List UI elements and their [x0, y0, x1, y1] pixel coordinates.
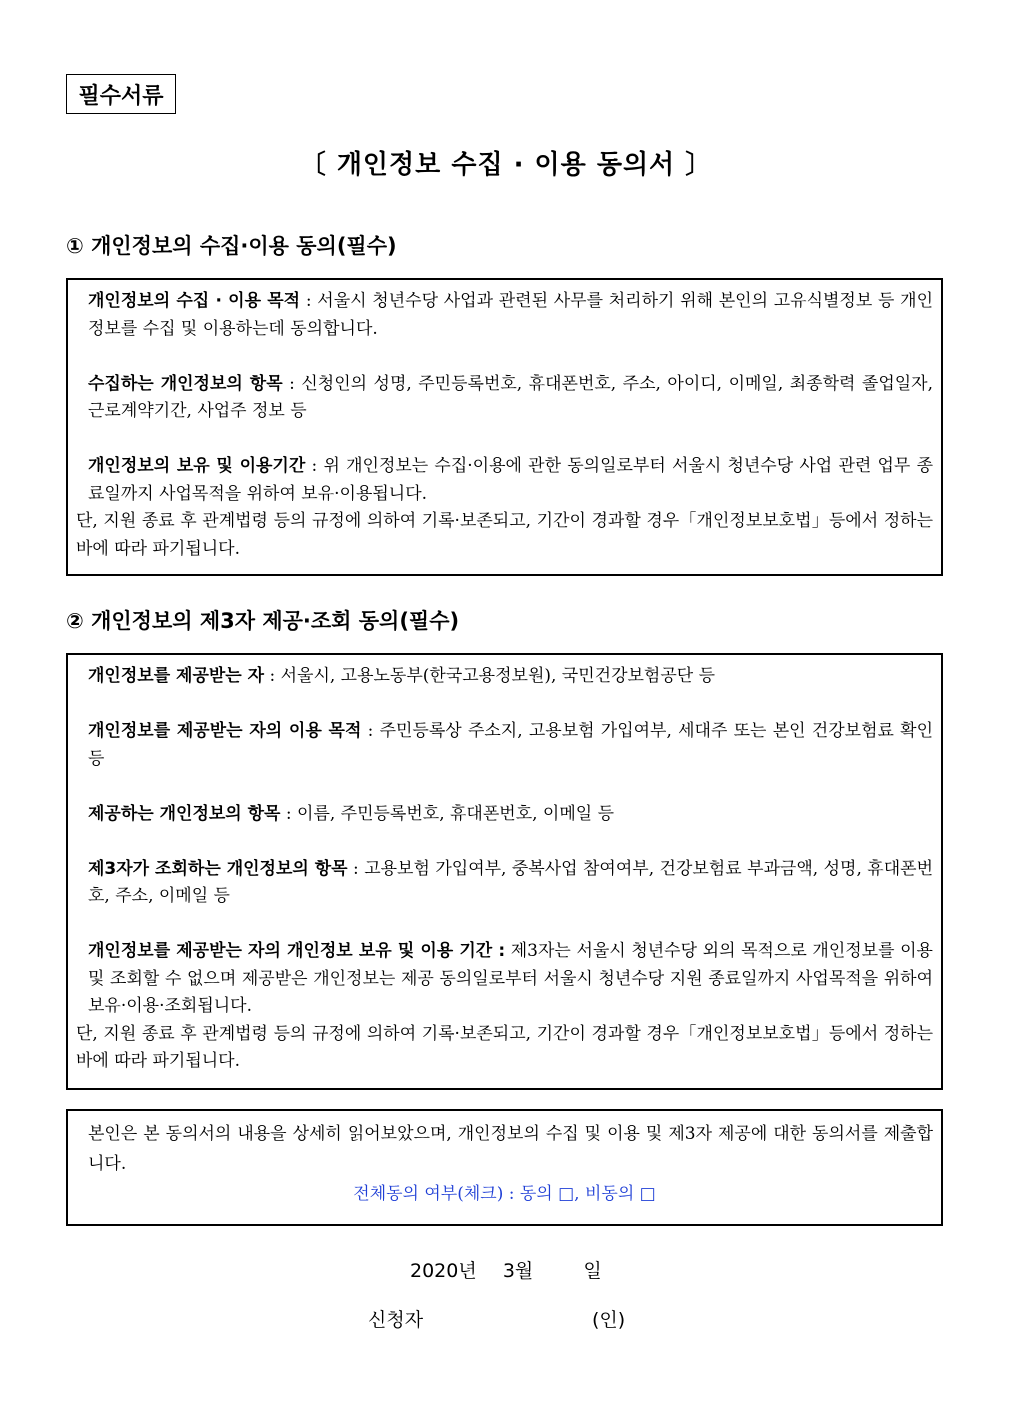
item-text: : 서울시 청년수당 사업과 관련된 사무를 처리하기 위해 본인의 고유식별정보 등 개인정보를 수집 및 이용하는데 동의합니다.	[88, 291, 934, 339]
section2-item-provided-fields	[76, 801, 933, 829]
item-label: 개인정보를 제공받는 자의 이용 목적	[88, 721, 362, 741]
section1-box	[66, 278, 943, 576]
section2-item-purpose	[76, 718, 933, 773]
item-text: : 주민등록상 주소지, 고용보험 가입여부, 세대주 또는 본인 건강보험료 확인 등	[88, 721, 934, 769]
item-text: : 위 개인정보는 수집·이용에 관한 동의일로부터 서울시 청년수당 사업 관련 업무 종료일까지 사업목적을 위하여 보유·이용됩니다.	[88, 456, 933, 504]
section2-box	[66, 653, 943, 1090]
section1-heading: ① 개인정보의 수집·이용 동의(필수)	[66, 234, 397, 258]
section2-item-queried-fields	[76, 856, 933, 911]
section1-item-purpose	[76, 288, 933, 343]
section1-item-fields	[76, 371, 933, 426]
item-label: 개인정보를 제공받는 자	[88, 666, 265, 686]
item-label: 개인정보의 보유 및 이용기간	[88, 456, 306, 476]
applicant-seal[interactable]: (인)	[592, 1309, 626, 1331]
consent-checkline[interactable]: 전체동의 여부(체크) : 동의 □, 비동의 □	[353, 1184, 656, 1204]
date-month: 3월	[502, 1260, 534, 1282]
date-year: 2020년	[410, 1260, 477, 1282]
section2-item-retention	[76, 938, 933, 1021]
required-document-tag: 필수서류	[66, 74, 176, 114]
section1-item-retention	[76, 453, 933, 508]
item-label: 개인정보의 수집 · 이용 목적	[88, 291, 301, 311]
date-day[interactable]: 일	[583, 1260, 602, 1282]
applicant-label: 신청자	[368, 1309, 424, 1331]
page-title: 〔 개인정보 수집 · 이용 동의서 〕	[299, 150, 713, 180]
consent-statement: 본인은 본 동의서의 내용을 상세히 읽어보았으며, 개인정보의 수집 및 이용 및 제3자 제공에 대한 동의서를 제출합니다.	[88, 1124, 933, 1174]
consent-box	[66, 1109, 943, 1226]
section2-item-recipient	[76, 663, 933, 691]
section1-note: 단, 지원 종료 후 관계법령 등의 규정에 의하여 기록·보존되고, 기간이 경과할 경우「개인정보보호법」등에서 정하는 바에 따라 파기됩니다.	[76, 511, 933, 559]
item-text: : 신청인의 성명, 주민등록번호, 휴대폰번호, 주소, 아이디, 이메일, 최종학력 졸업일자, 근로계약기간, 사업주 정보 등	[88, 373, 933, 421]
date-line	[410, 1256, 602, 1283]
item-text: : 이름, 주민등록번호, 휴대폰번호, 이메일 등	[280, 803, 615, 824]
item-label: 제3자가 조회하는 개인정보의 항목	[88, 858, 348, 879]
section2-heading: ② 개인정보의 제3자 제공·조회 동의(필수)	[66, 609, 460, 633]
item-text: 제3자는 서울시 청년수당 외의 목적으로 개인정보를 이용 및 조회할 수 없으며 제공받은 개인정보는 제공 동의일로부터 서울시 청년수당 지원 종료일까지 사업목적을 위하여 보유·이용·조회됩니다.	[88, 941, 933, 1016]
item-label: 제공하는 개인정보의 항목	[88, 803, 281, 824]
item-label: 개인정보를 제공받는 자의 개인정보 보유 및 이용 기간 :	[88, 941, 506, 961]
section2-note: 단, 지원 종료 후 관계법령 등의 규정에 의하여 기록·보존되고, 기간이 경과할 경우「개인정보보호법」등에서 정하는 바에 따라 파기됩니다.	[76, 1023, 933, 1071]
item-text: : 서울시, 고용노동부(한국고용정보원), 국민건강보험공단 등	[264, 666, 716, 686]
item-label: 수집하는 개인정보의 항목	[88, 373, 283, 394]
item-text: : 고용보험 가입여부, 중복사업 참여여부, 건강보험료 부과금액, 성명, 휴대폰번호, 주소, 이메일 등	[88, 858, 933, 906]
